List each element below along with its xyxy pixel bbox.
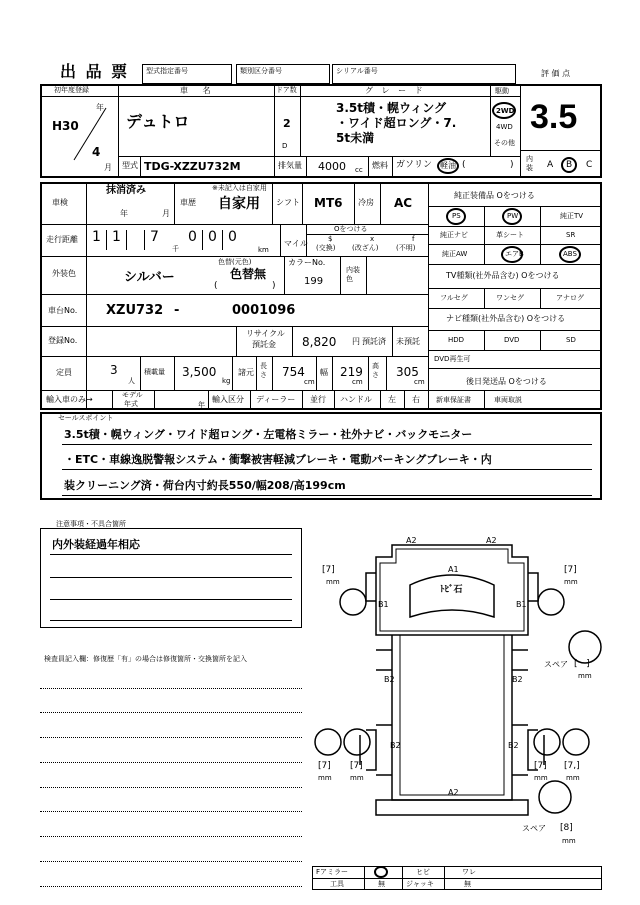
tools-label: 工具 (330, 880, 344, 888)
spare1-label: スペア (544, 660, 568, 669)
jack-label: ジャッキ (406, 880, 434, 888)
height-unit: cm (414, 378, 425, 386)
opt-manual: 車両取説 (494, 396, 522, 404)
drive-2wd-circle (492, 102, 516, 119)
width-unit: cm (352, 378, 363, 386)
diag-b2-l2: B2 (390, 741, 401, 750)
fuel-paren-open: ( (462, 160, 466, 170)
form-title: 出 品 票 (60, 62, 130, 81)
shift-value: MT6 (314, 196, 343, 210)
interior-b-circle (561, 157, 577, 173)
ac-value: AC (394, 196, 413, 210)
tire-rl2-mm: mm (350, 774, 364, 782)
serial-label: シリアル番号 (336, 67, 378, 75)
opt-abs: ABS (563, 250, 577, 258)
length-value: 754 (282, 365, 305, 379)
spare1-bracket: [ ] (574, 659, 590, 669)
opt-tv: 純正TV (560, 212, 584, 220)
notes-line1: 内外装経過年相応 (52, 538, 140, 551)
notes-label: 注意事項・不具合箇所 (56, 520, 126, 528)
diag-b2-r2: B2 (508, 741, 519, 750)
color-code-label: カラーNo. (288, 258, 326, 267)
length-unit: cm (304, 378, 315, 386)
tire-rl1-mm: mm (318, 774, 332, 782)
drive-2wd: 2WD (496, 107, 515, 115)
length-label: 長さ (260, 362, 267, 379)
diag-a2-tr: A2 (486, 536, 497, 545)
fuel-diesel-circle (437, 158, 459, 174)
mileage-opt1-sym: $ (328, 235, 333, 243)
width-label: 幅 (320, 368, 328, 377)
reg-year: H30 (52, 119, 79, 133)
color-code: 199 (304, 276, 324, 287)
mileage-opt2-sym: x (370, 235, 375, 243)
height-label: 高さ (372, 362, 379, 379)
registration-label: 登録No. (48, 336, 78, 345)
drive-4wd: 4WD (496, 123, 513, 131)
diag-a1: A1 (448, 565, 459, 574)
deposited: 預託済 (362, 337, 386, 346)
crack-label: ヒビ (416, 868, 430, 876)
reg-month: 4 (92, 145, 101, 159)
mileage-digit-6: 0 (228, 229, 237, 245)
recycle-label-2: 預託金 (252, 340, 276, 349)
doors-value: 2 (283, 117, 291, 130)
opt-pw: PW (507, 212, 519, 220)
mileage-circle-note: Oをつける (334, 225, 368, 233)
rating-label: 評 価 点 (541, 69, 571, 78)
import-parallel: 並行 (310, 395, 326, 404)
diag-b1-right: B1 (516, 600, 527, 609)
seats-label: 定員 (56, 368, 72, 377)
year-unit: 年 (96, 103, 104, 112)
recycle-value: 8,820 (302, 335, 337, 349)
opt-airbag: エアB (505, 250, 524, 258)
opt-ps: PS (452, 212, 461, 220)
load-unit: kg (222, 377, 231, 385)
handle-right: 右 (412, 395, 420, 404)
opt-oneseg: ワンセグ (496, 294, 524, 302)
shaken-value: 抹消済み (106, 185, 146, 196)
opt-fullseg: フルセグ (440, 294, 468, 302)
tire-rl1-bracket: [7] (318, 761, 331, 771)
name-label: 車 名 (180, 86, 217, 95)
handle-left: 左 (388, 395, 396, 404)
grade-label: グ レ ー ド (365, 86, 426, 95)
width-value: 219 (340, 365, 363, 379)
genuine-header: 純正装備品 Oをつける (454, 191, 535, 200)
model-year-label-2: 年式 (124, 400, 138, 408)
mileage-digit-4: 0 (188, 229, 197, 245)
import-year-unit: 年 (198, 401, 205, 409)
truck-diagram (300, 525, 620, 865)
interior-color-label: 内装色 (346, 266, 360, 283)
spare2-label: スペア (522, 824, 546, 833)
first-reg-label: 初年度登録 (54, 86, 89, 94)
opt-ps-circle (446, 208, 466, 225)
fuel-paren-close: ) (510, 160, 514, 170)
mileage-opt2: (改ざん) (352, 244, 379, 252)
opt-warranty: 新車保証書 (436, 396, 471, 404)
vehicle-name: デュトロ (126, 112, 190, 131)
chassis-prefix: XZU732 (106, 303, 164, 318)
mileage-digit-5: 0 (208, 229, 217, 245)
sales-line3: 装クリーニング済・荷台内寸約長550/幅208/高199cm (64, 479, 346, 492)
drive-label: 駆動 (495, 87, 509, 95)
tire-rl2-bracket: [7] (350, 761, 363, 771)
drive-other: その他 (494, 139, 515, 147)
navi-type-header: ナビ種類(社外品含む) Oをつける (446, 314, 566, 323)
sales-label: セールスポイント (58, 414, 114, 422)
shift-label: シフト (276, 198, 300, 207)
ac-label: 冷房 (358, 198, 374, 207)
mileage-digit-1: 1 (92, 229, 101, 245)
model-year-label-1: モデル (122, 391, 143, 399)
load-value: 3,500 (182, 365, 217, 379)
opt-abs-circle (559, 246, 581, 263)
fuel-label: 燃料 (372, 161, 388, 170)
mirror-circle (374, 866, 388, 878)
rating-score: 3.5 (530, 98, 578, 136)
history-note: ※未記入は自家用 (212, 184, 267, 192)
mirror-label: Fアミラー (316, 868, 349, 876)
handle-label: ハンドル (340, 395, 372, 404)
fuel-diesel: 軽油 (440, 161, 456, 170)
opt-pw-circle (502, 208, 522, 225)
import-type-label: 輸入区分 (212, 395, 244, 404)
tire-fr-mm: mm (564, 578, 578, 586)
mileage-label: 走行距離 (46, 235, 78, 244)
yen-label: 円 (352, 337, 360, 346)
mileage-opt1: (交換) (316, 244, 336, 252)
shaken-label: 車検 (52, 198, 68, 207)
tire-fl-mm: mm (326, 578, 340, 586)
history-value: 自家用 (218, 196, 260, 212)
sales-line1: 3.5t積・幌ウィング・ワイド超ロング・左電格ミラー・社外ナビ・バックモニター (64, 428, 473, 441)
grade-line2: ・ワイド超ロング・7. (336, 116, 457, 130)
model-label: 型式 (122, 161, 138, 170)
history-label: 車歴 (180, 198, 196, 207)
opt-dvd-play: DVD再生可 (434, 355, 471, 363)
chassis-number: 0001096 (232, 303, 296, 318)
diag-a2-tl: A2 (406, 536, 417, 545)
sales-line2: ・ETC・車線逸脱警報システム・衝撃被害軽減ブレーキ・電動パーキングブレーキ・内 (64, 453, 492, 466)
tire-rr2-mm: mm (566, 774, 580, 782)
mileage-km: km (258, 246, 269, 254)
class-label: 類別区分番号 (240, 67, 282, 75)
diag-chip: ﾄﾋﾞ石 (440, 585, 463, 595)
mileage-opt3-sym: f (412, 235, 415, 243)
grade-line1: 3.5t積・幌ウィング (336, 101, 447, 115)
repaint-label: 色替(元色) (218, 258, 252, 266)
interior-c: C (586, 160, 593, 170)
mileage-thousand: 千 (172, 245, 179, 253)
spare1-mm: mm (578, 672, 592, 680)
spare2-bracket: [8] (560, 823, 573, 833)
diag-b2-r1: B2 (512, 675, 523, 684)
opt-dvd: DVD (504, 336, 520, 344)
jack-value: 無 (464, 880, 471, 888)
mileage-opt3: (不明) (396, 244, 416, 252)
interior-label: 内装 (526, 155, 533, 172)
repaint-value: 色替無 (230, 267, 267, 281)
tire-fr-bracket: [7] (564, 565, 577, 575)
shaken-year: 年 (120, 209, 128, 218)
shaken-month: 月 (162, 209, 170, 218)
tools-value: 無 (378, 880, 385, 888)
displacement-value: 4000 (318, 160, 346, 173)
after-header: 後日発送品 Oをつける (466, 377, 547, 386)
model-cert-label: 型式指定番号 (146, 67, 188, 75)
opt-sd: SD (566, 336, 576, 344)
repaint-paren-open: ( (214, 281, 218, 291)
tire-rr1-bracket: [7] (534, 761, 547, 771)
tire-rr1-mm: mm (534, 774, 548, 782)
split-label: ワレ (462, 868, 476, 876)
color-label: 外装色 (52, 269, 76, 278)
not-deposited: 未預託 (396, 337, 420, 346)
door-suffix: D (282, 142, 288, 150)
load-label: 積載量 (144, 368, 165, 376)
mileage-mile: マイル (284, 239, 308, 248)
doors-label: ドア数 (276, 86, 297, 94)
fuel-gasoline: ガソリン (396, 160, 433, 170)
import-label: 輸入車のみ→ (46, 395, 93, 404)
chassis-label: 車台No. (48, 306, 78, 315)
tire-fl-bracket: [7] (322, 565, 335, 575)
mileage-digit-3: 7 (150, 229, 159, 245)
mileage-digit-2: 1 (112, 229, 121, 245)
height-value: 305 (396, 365, 419, 379)
opt-navi: 純正ナビ (440, 231, 468, 239)
model-value: TDG-XZZU732M (144, 160, 241, 173)
displacement-unit: cc (355, 166, 363, 174)
chassis-dash: - (174, 303, 180, 318)
opt-airbag-circle (501, 246, 523, 263)
opt-analog: アナログ (556, 294, 584, 302)
opt-aw: 純正AW (442, 250, 468, 258)
diag-b1-left: B1 (378, 600, 389, 609)
interior-a: A (547, 160, 554, 170)
inspector-label: 検査員記入欄：修復歴「有」の場合は修復箇所・交換箇所を記入 (44, 655, 247, 663)
seats-unit: 人 (128, 377, 135, 385)
import-dealer: ディーラー (256, 395, 296, 404)
month-unit: 月 (104, 163, 112, 172)
interior-b: B (566, 160, 573, 170)
repaint-paren-close: ) (272, 281, 276, 291)
opt-sr: SR (566, 231, 576, 239)
opt-hdd: HDD (448, 336, 465, 344)
seats-value: 3 (110, 363, 118, 377)
tire-rr2-bracket: [7,] (564, 761, 580, 771)
recycle-label-1: リサイクル (246, 329, 285, 338)
spare2-mm: mm (562, 837, 576, 845)
displacement-label: 排気量 (278, 161, 302, 170)
grade-line3: 5t未満 (336, 131, 375, 145)
tv-type-header: TV種類(社外品含む) Oをつける (446, 271, 560, 280)
dims-label: 諸元 (238, 368, 254, 377)
color-value: シルバー (124, 270, 175, 285)
opt-leather: 革シート (496, 231, 524, 239)
diag-a2-bottom: A2 (448, 788, 459, 797)
diag-b2-l1: B2 (384, 675, 395, 684)
